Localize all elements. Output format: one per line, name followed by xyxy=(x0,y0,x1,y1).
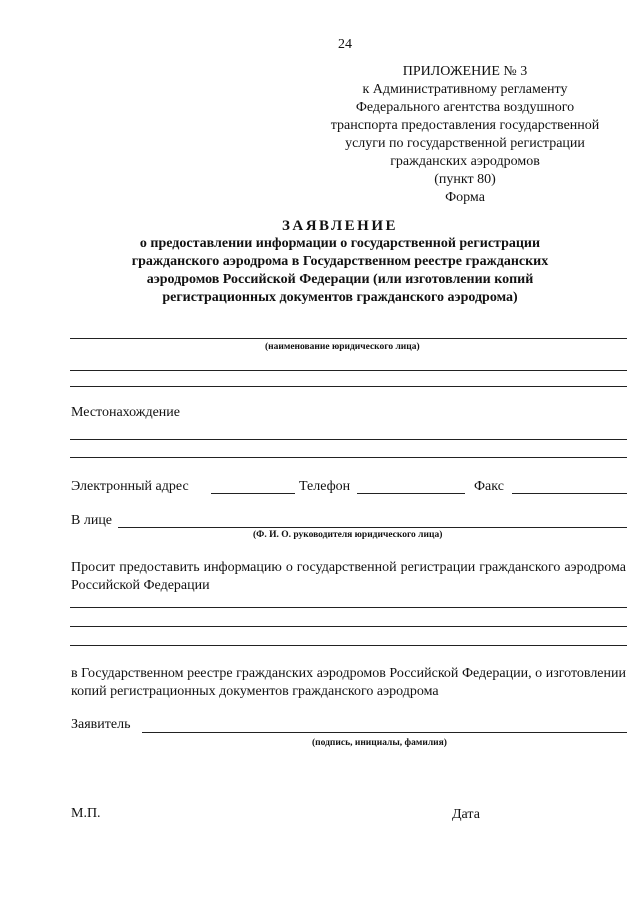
date-label: Дата xyxy=(452,807,480,822)
entity-name-line-3[interactable] xyxy=(70,386,627,387)
person-line[interactable] xyxy=(118,527,627,528)
subtitle-line: гражданского аэродрома в Государственном реестре гражданских xyxy=(131,254,549,269)
appendix-line: (пункт 80) xyxy=(434,172,496,187)
applicant-label: Заявитель xyxy=(71,717,131,732)
entity-name-line-2[interactable] xyxy=(70,370,627,371)
request-line-3[interactable] xyxy=(70,645,627,646)
request-line-1[interactable] xyxy=(70,607,627,608)
appendix-line: Федерального агентства воздушного xyxy=(355,100,575,115)
fax-line[interactable] xyxy=(512,493,627,494)
fax-label: Факс xyxy=(474,479,504,494)
subtitle-line: аэродромов Российской Федерации (или изготовлении копий xyxy=(146,272,534,287)
subtitle-line: о предоставлении информации о государственной регистрации xyxy=(139,236,541,251)
location-label: Местонахождение xyxy=(71,405,181,420)
registry-text: в Государственном реестре гражданских аэродромов Российской Федерации, о изготовлении копий регистрационных документов гражданского аэродрома xyxy=(71,666,626,699)
appendix-line: к Административному регламенту xyxy=(362,82,568,97)
appendix-line: транспорта предоставления государственной xyxy=(330,118,600,133)
subtitle-line: регистрационных документов гражданского аэродрома) xyxy=(162,290,518,305)
email-label: Электронный адрес xyxy=(71,479,189,494)
email-line[interactable] xyxy=(211,493,295,494)
location-line-2[interactable] xyxy=(70,457,627,458)
appendix-line: Форма xyxy=(445,190,485,205)
document-title: ЗАЯВЛЕНИЕ xyxy=(281,218,399,234)
location-line-1[interactable] xyxy=(70,439,627,440)
applicant-caption: (подпись, инициалы, фамилия) xyxy=(312,738,447,748)
document-subtitle xyxy=(60,235,620,307)
applicant-line[interactable] xyxy=(142,732,627,733)
request-line-2[interactable] xyxy=(70,626,627,627)
appendix-line: услуги по государственной регистрации xyxy=(345,136,585,151)
request-text: Просит предоставить информацию о государственной регистрации гражданского аэродрома Российской Федерации xyxy=(71,560,626,593)
phone-line[interactable] xyxy=(357,493,465,494)
appendix-block xyxy=(300,63,630,207)
seal-label: М.П. xyxy=(71,806,101,821)
person-caption: (Ф. И. О. руководителя юридического лица) xyxy=(253,530,443,540)
page-number: 24 xyxy=(338,37,352,52)
phone-label: Телефон xyxy=(299,479,351,494)
entity-name-line[interactable] xyxy=(70,338,627,339)
appendix-line: гражданских аэродромов xyxy=(390,154,540,169)
entity-name-caption: (наименование юридического лица) xyxy=(265,342,420,352)
appendix-title: ПРИЛОЖЕНИЕ № 3 xyxy=(402,64,528,79)
person-label: В лице xyxy=(71,513,113,528)
